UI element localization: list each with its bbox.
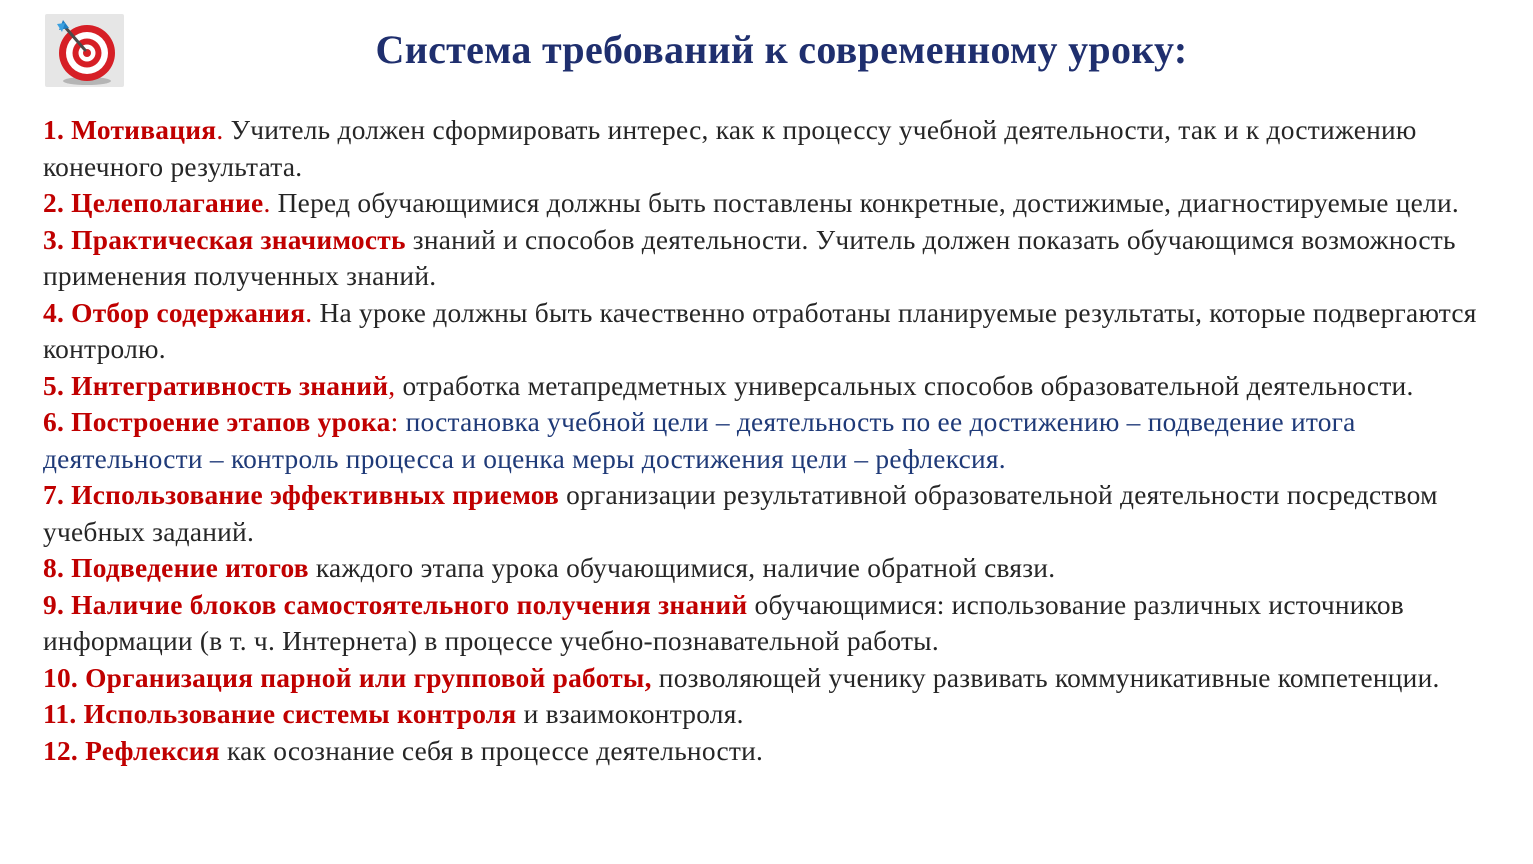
item-number: 5. <box>43 370 65 401</box>
list-item-lesson-stages <box>43 404 1513 477</box>
item-number: 7. <box>43 480 65 510</box>
item-text: организации результативной образовательной деятельности посредством учебных заданий. <box>43 480 1438 547</box>
item-number: 1. <box>43 115 65 145</box>
list-item-summarizing <box>43 550 1513 587</box>
item-text: отработка метапредметных универсальных способов образовательной деятельности. <box>402 370 1414 401</box>
page-title: Система требований к современному уроку: <box>375 27 1188 72</box>
item-number: 9. <box>43 589 65 620</box>
list-item-self-study-blocks <box>43 587 1513 660</box>
item-number: 8. <box>43 553 65 583</box>
item-text: каждого этапа урока обучающимися, наличие обратной связи. <box>315 553 1056 583</box>
item-punct: . <box>263 188 271 218</box>
list-item-control-system <box>43 696 1513 733</box>
list-item-group-work <box>43 660 1513 697</box>
item-number: 2. <box>43 188 65 218</box>
item-heading: Использование системы контроля <box>83 699 517 729</box>
item-punct: : <box>390 407 399 437</box>
item-number: 6. <box>43 407 65 437</box>
list-item-content-selection <box>43 295 1513 368</box>
item-heading: Целеполагание <box>71 188 264 218</box>
item-text: как осознание себя в процессе деятельности. <box>226 735 764 766</box>
item-text: На уроке должны быть качественно отработаны планируемые результаты, которые подвергаются контролю. <box>43 297 1477 364</box>
item-punct: . <box>216 115 224 145</box>
requirements-list <box>43 112 1513 769</box>
list-item-effective-techniques <box>43 477 1513 550</box>
item-heading: Построение этапов урока <box>71 407 391 437</box>
item-number: 4. <box>43 297 65 328</box>
item-heading: Интегративность знаний <box>71 370 389 401</box>
item-heading: Подведение итогов <box>71 553 309 583</box>
item-heading: Мотивация <box>71 115 217 145</box>
item-text: знаний и способов деятельности. Учитель должен показать обучающимся возможность применения полученных знаний. <box>43 224 1456 291</box>
item-heading: Практическая значимость <box>71 224 406 255</box>
item-heading: Наличие блоков самостоятельного получения знаний <box>71 589 748 620</box>
list-item-motivation <box>43 112 1513 185</box>
item-text: постановка учебной цели – деятельность по ее достижению – подведение итога деятельности – контроль процесса и оценка меры достижения цели – рефлексия. <box>43 407 1356 474</box>
item-text: Перед обучающимися должны быть поставлены конкретные, достижимые, диагностируемые цели. <box>277 188 1459 218</box>
item-text: и взаимоконтроля. <box>523 699 744 729</box>
item-heading: Организация парной или групповой работы, <box>85 662 652 693</box>
item-number: 12. <box>43 735 78 766</box>
list-item-reflection <box>43 733 1513 770</box>
list-item-knowledge-integration <box>43 368 1513 405</box>
item-number: 10. <box>43 662 78 693</box>
item-punct: . <box>305 297 313 328</box>
item-number: 3. <box>43 224 65 255</box>
item-heading: Рефлексия <box>85 735 220 766</box>
item-text: позволяющей ученику развивать коммуникативные компетенции. <box>658 662 1440 693</box>
list-item-goal-setting <box>43 185 1513 222</box>
item-text: Учитель должен сформировать интерес, как к процессу учебной деятельности, так и к достижению конечного результата. <box>43 115 1417 182</box>
item-heading: Отбор содержания <box>71 297 306 328</box>
list-item-practical-significance <box>43 222 1513 295</box>
item-text: обучающимися: использование различных источников информации (в т. ч. Интернета) в процессе учебно-познавательной работы. <box>43 589 1404 656</box>
item-heading: Использование эффективных приемов <box>71 480 560 510</box>
item-punct: , <box>388 370 396 401</box>
item-number: 11. <box>43 699 77 729</box>
